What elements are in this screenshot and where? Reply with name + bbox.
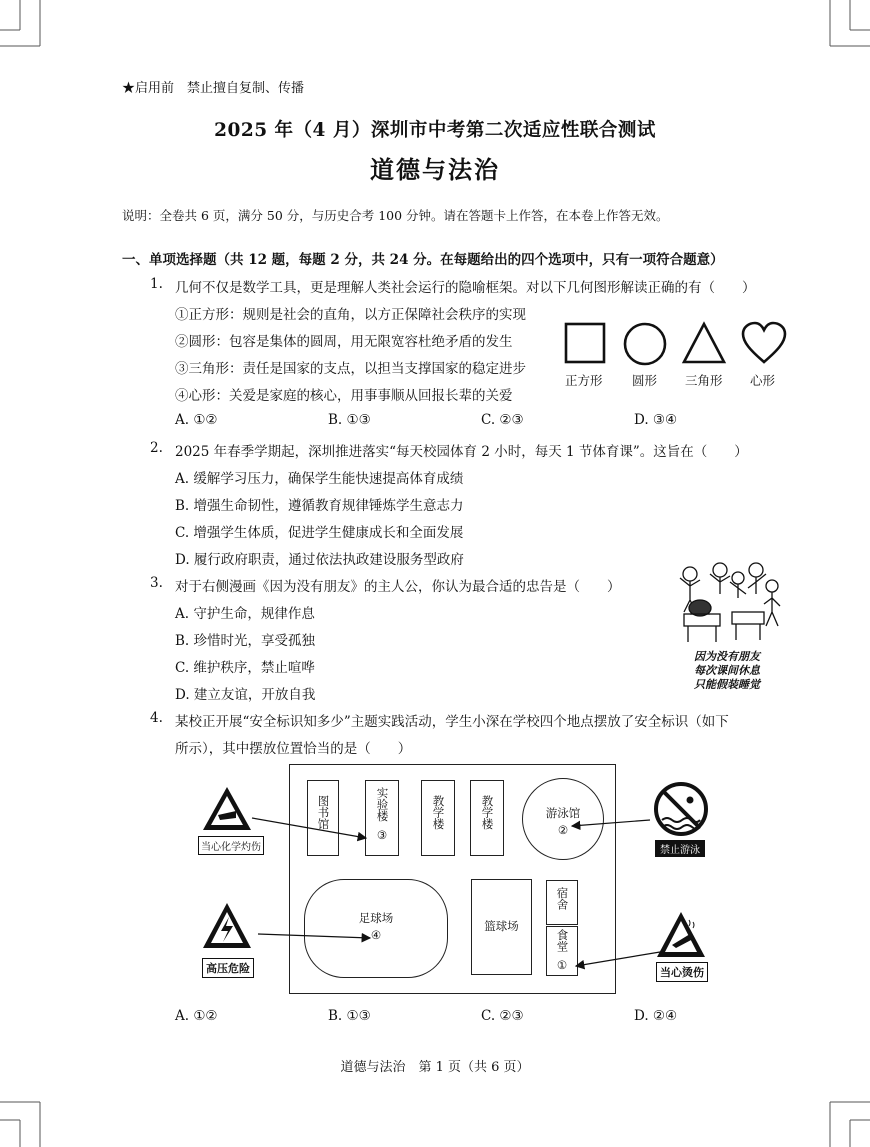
- q2-option-a[interactable]: A. 缓解学习压力，确保学生能快速提高体育成绩: [175, 471, 464, 487]
- section-heading: 一、单项选择题（共 12 题，每题 2 分，共 24 分。在每题给出的四个选项中，只有一项符合题意）: [122, 252, 724, 268]
- q3-option-c[interactable]: C. 维护秩序，禁止喧哗: [175, 660, 315, 676]
- shape-label-heart: 心形: [750, 373, 776, 388]
- q3-number: 3.: [150, 575, 163, 591]
- q4-option-a[interactable]: A. ①②: [175, 1008, 218, 1024]
- sign-label-chemical: 当心化学灼伤: [198, 836, 264, 855]
- instructions: 说明：全卷共 6 页，满分 50 分，与历史合考 100 分钟。请在答题卡上作答，在本卷上作答无效。: [122, 208, 669, 223]
- sign-label-high-voltage: 高压危险: [202, 958, 254, 978]
- q1-item-3: ③三角形：责任是国家的支点，以担当支撑国家的稳定进步: [175, 361, 526, 377]
- q1-option-b[interactable]: B. ①③: [328, 412, 371, 428]
- q4-stem-line-2: 所示），其中摆放位置恰当的是（ ）: [175, 741, 412, 757]
- q1-item-1: ①正方形：规则是社会的直角，以方正保障社会秩序的实现: [175, 307, 526, 323]
- high-voltage-icon: [203, 903, 251, 948]
- pool-mark: ②: [557, 823, 569, 837]
- q1-option-a[interactable]: A. ①②: [175, 412, 218, 428]
- q3-option-d[interactable]: D. 建立友谊，开放自我: [175, 687, 316, 703]
- dorm-label: 宿舍: [555, 887, 570, 910]
- cartoon-caption-line-1: 因为没有朋友: [694, 650, 760, 663]
- teach2-label: 教学楼: [480, 795, 495, 830]
- q4-stem-line-1: 某校正开展“安全标识知多少”主题实践活动，学生小深在学校四个地点摆放了安全标识（如下: [175, 714, 729, 730]
- cartoon-caption-line-3: 只能假装睡觉: [694, 678, 760, 691]
- sign-label-no-swimming: 禁止游泳: [655, 840, 705, 857]
- court-label: 篮球场: [484, 919, 519, 933]
- q3-option-a[interactable]: A. 守护生命，规律作息: [175, 606, 315, 622]
- q3-option-b[interactable]: B. 珍惜时光，享受孤独: [175, 633, 316, 649]
- canteen-label: 食堂: [555, 929, 570, 952]
- chemical-burn-warning-icon: [203, 787, 251, 830]
- q2-option-b[interactable]: B. 增强生命韧性，遵循教育规律锤炼学生意志力: [175, 498, 464, 514]
- page-footer: 道德与法治 第 1 页（共 6 页）: [340, 1060, 530, 1075]
- lab-label: 实验楼: [375, 787, 390, 822]
- q1-item-4: ④心形：关爱是家庭的核心，用事事顺从回报长辈的关爱: [175, 388, 513, 404]
- confidential-note: ★启用前 禁止擅自复制、传播: [122, 81, 305, 96]
- library-label: 图书馆: [316, 795, 331, 830]
- sign-label-scald: 当心烫伤: [656, 962, 708, 982]
- pool-label: 游泳馆: [545, 806, 581, 820]
- q2-number: 2.: [150, 440, 163, 456]
- q1-stem: 几何不仅是数学工具，更是理解人类社会运行的隐喻框架。对以下几何图形解读正确的有（ ）: [175, 280, 756, 296]
- q1-item-2: ②圆形：包容是集体的圆周，用无限宽容杜绝矛盾的发生: [175, 334, 513, 350]
- q1-option-d[interactable]: D. ③④: [634, 412, 678, 428]
- q1-number: 1.: [150, 276, 163, 292]
- exam-title: 2025 年（4 月）深圳市中考第二次适应性联合测试: [214, 120, 656, 141]
- q1-option-c[interactable]: C. ②③: [481, 412, 524, 428]
- subject-title: 道德与法治: [370, 155, 500, 184]
- cartoon-caption-line-2: 每次课间休息: [694, 664, 760, 677]
- q4-option-b[interactable]: B. ①③: [328, 1008, 371, 1024]
- q2-stem: 2025 年春季学期起，深圳推进落实“每天校园体育 2 小时，每天 1 节体育课”。这旨在（ ）: [175, 444, 748, 460]
- teach1-label: 教学楼: [431, 795, 446, 830]
- shape-label-circle: 圆形: [632, 373, 658, 388]
- q4-number: 4.: [150, 710, 163, 726]
- q2-option-d[interactable]: D. 履行政府职责，通过依法执政建设服务型政府: [175, 552, 464, 568]
- q3-stem: 对于右侧漫画《因为没有朋友》的主人公，你认为最合适的忠告是（ ）: [175, 579, 621, 595]
- scald-warning-icon: [657, 912, 705, 957]
- canteen-mark: ①: [556, 958, 568, 972]
- field-mark: ④: [370, 928, 382, 942]
- q4-option-d[interactable]: D. ②④: [634, 1008, 678, 1024]
- no-swimming-icon: [656, 784, 706, 834]
- q2-option-c[interactable]: C. 增强学生体质，促进学生健康成长和全面发展: [175, 525, 464, 541]
- shape-label-triangle: 三角形: [685, 373, 723, 388]
- shape-label-square: 正方形: [565, 373, 603, 388]
- lab-mark: ③: [376, 827, 388, 842]
- field-label: 足球场: [358, 911, 394, 925]
- q4-option-c[interactable]: C. ②③: [481, 1008, 524, 1024]
